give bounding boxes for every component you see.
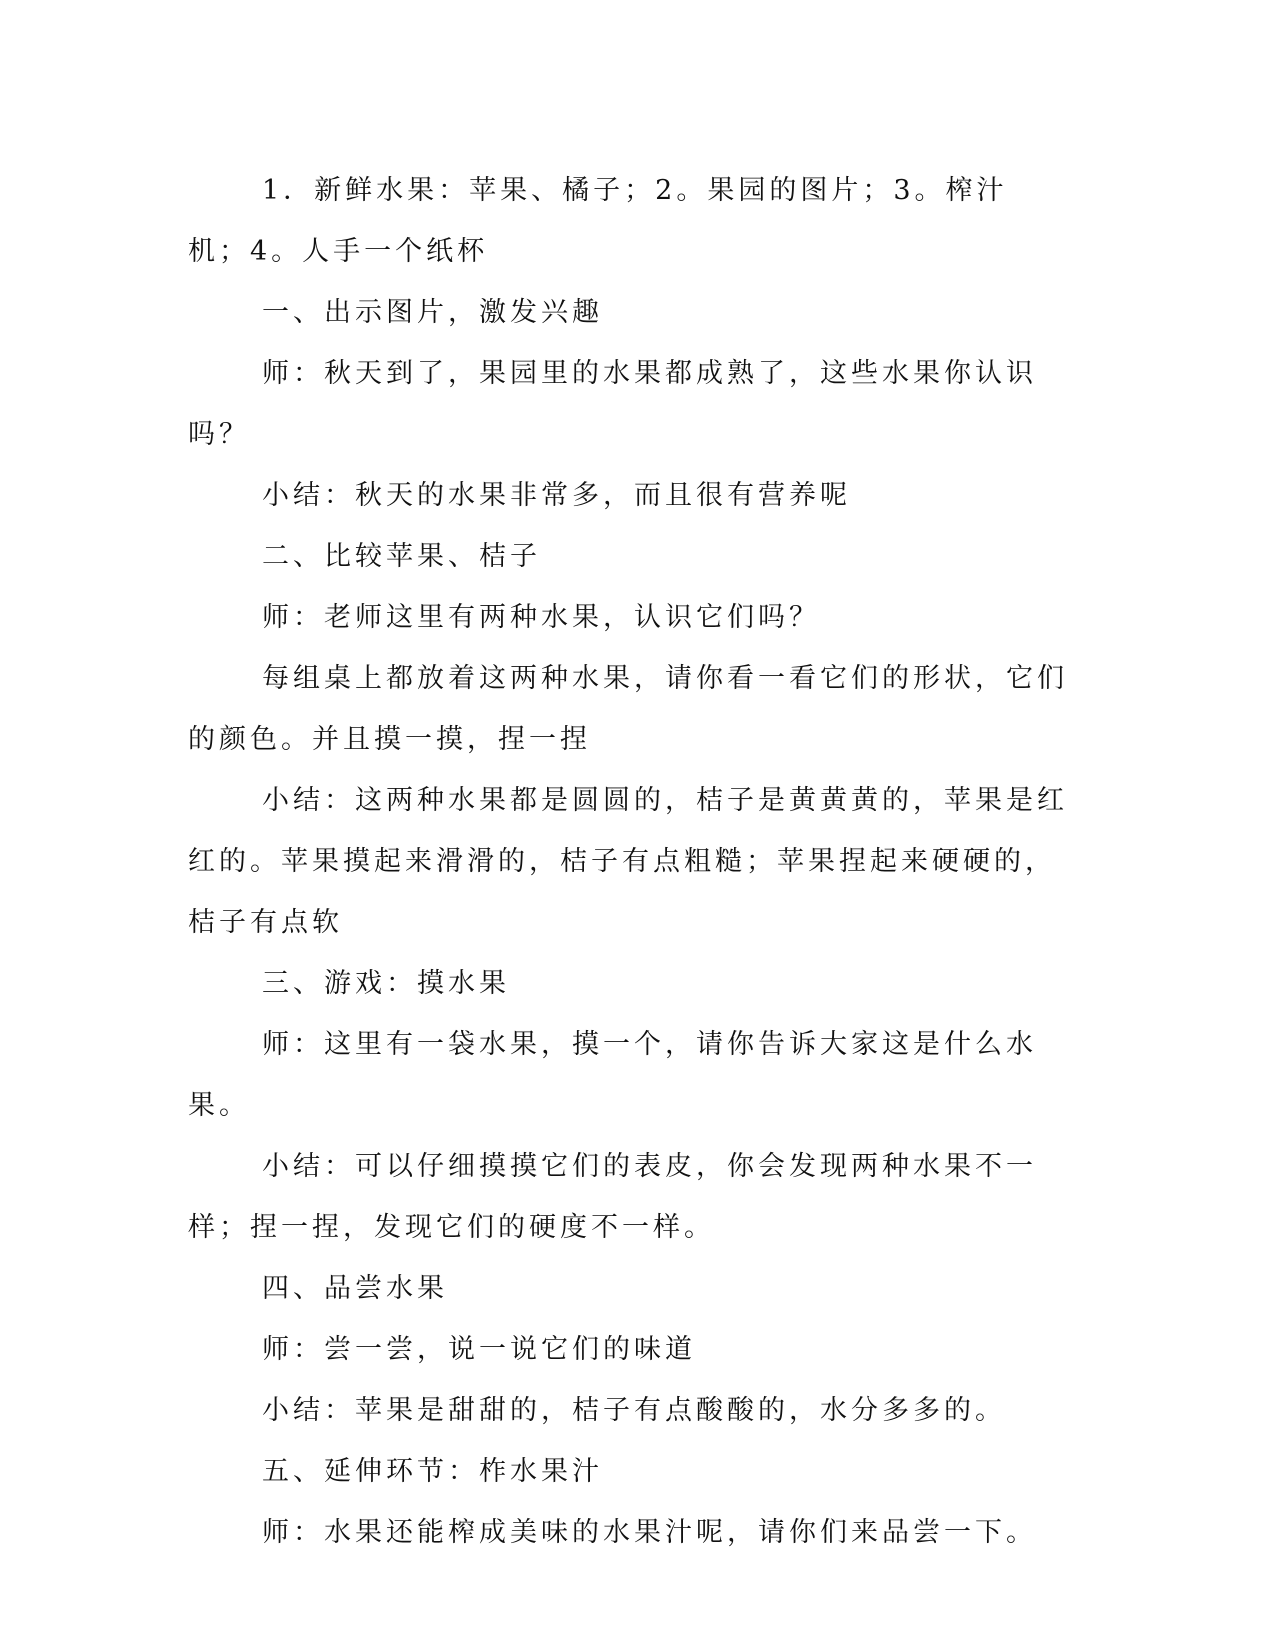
summary-line: 小结：这两种水果都是圆圆的，桔子是黄黄黄的，苹果是红红的。苹果摸起来滑滑的，桔子有点粗糙；苹果捏起来硬硬的，桔子有点软 — [188, 785, 1068, 938]
summary-line: 小结：可以仔细摸摸它们的表皮，你会发现两种水果不一样；捏一捏，发现它们的硬度不一样。 — [188, 1151, 1037, 1243]
summary-line: 小结：秋天的水果非常多，而且很有营养呢 — [262, 480, 851, 511]
materials-list: 1．新鲜水果：苹果、橘子；2。果园的图片；3。榨汁机；4。人手一个纸杯 — [188, 175, 1008, 267]
teacher-line: 师：秋天到了，果园里的水果都成熟了，这些水果你认识吗？ — [188, 358, 1037, 450]
section-heading-4: 四、品尝水果 — [262, 1273, 448, 1304]
body-paragraph: 每组桌上都放着这两种水果，请你看一看它们的形状，它们的颜色。并且摸一摸，捏一捏 — [188, 663, 1068, 755]
teacher-line: 师：这里有一袋水果，摸一个，请你告诉大家这是什么水果。 — [188, 1029, 1037, 1121]
section-heading-5: 五、延伸环节：柞水果汁 — [262, 1456, 603, 1487]
teacher-line: 师：水果还能榨成美味的水果汁呢，请你们来品尝一下。 — [262, 1517, 1037, 1548]
section-heading-3: 三、游戏：摸水果 — [262, 968, 510, 999]
summary-line: 小结：苹果是甜甜的，桔子有点酸酸的，水分多多的。 — [262, 1395, 1006, 1426]
teacher-line: 师：老师这里有两种水果，认识它们吗？ — [262, 602, 820, 633]
document-body — [188, 160, 1068, 1563]
teacher-line: 师：尝一尝，说一说它们的味道 — [262, 1334, 696, 1365]
section-heading-1: 一、出示图片，激发兴趣 — [262, 297, 603, 328]
section-heading-2: 二、比较苹果、桔子 — [262, 541, 541, 572]
